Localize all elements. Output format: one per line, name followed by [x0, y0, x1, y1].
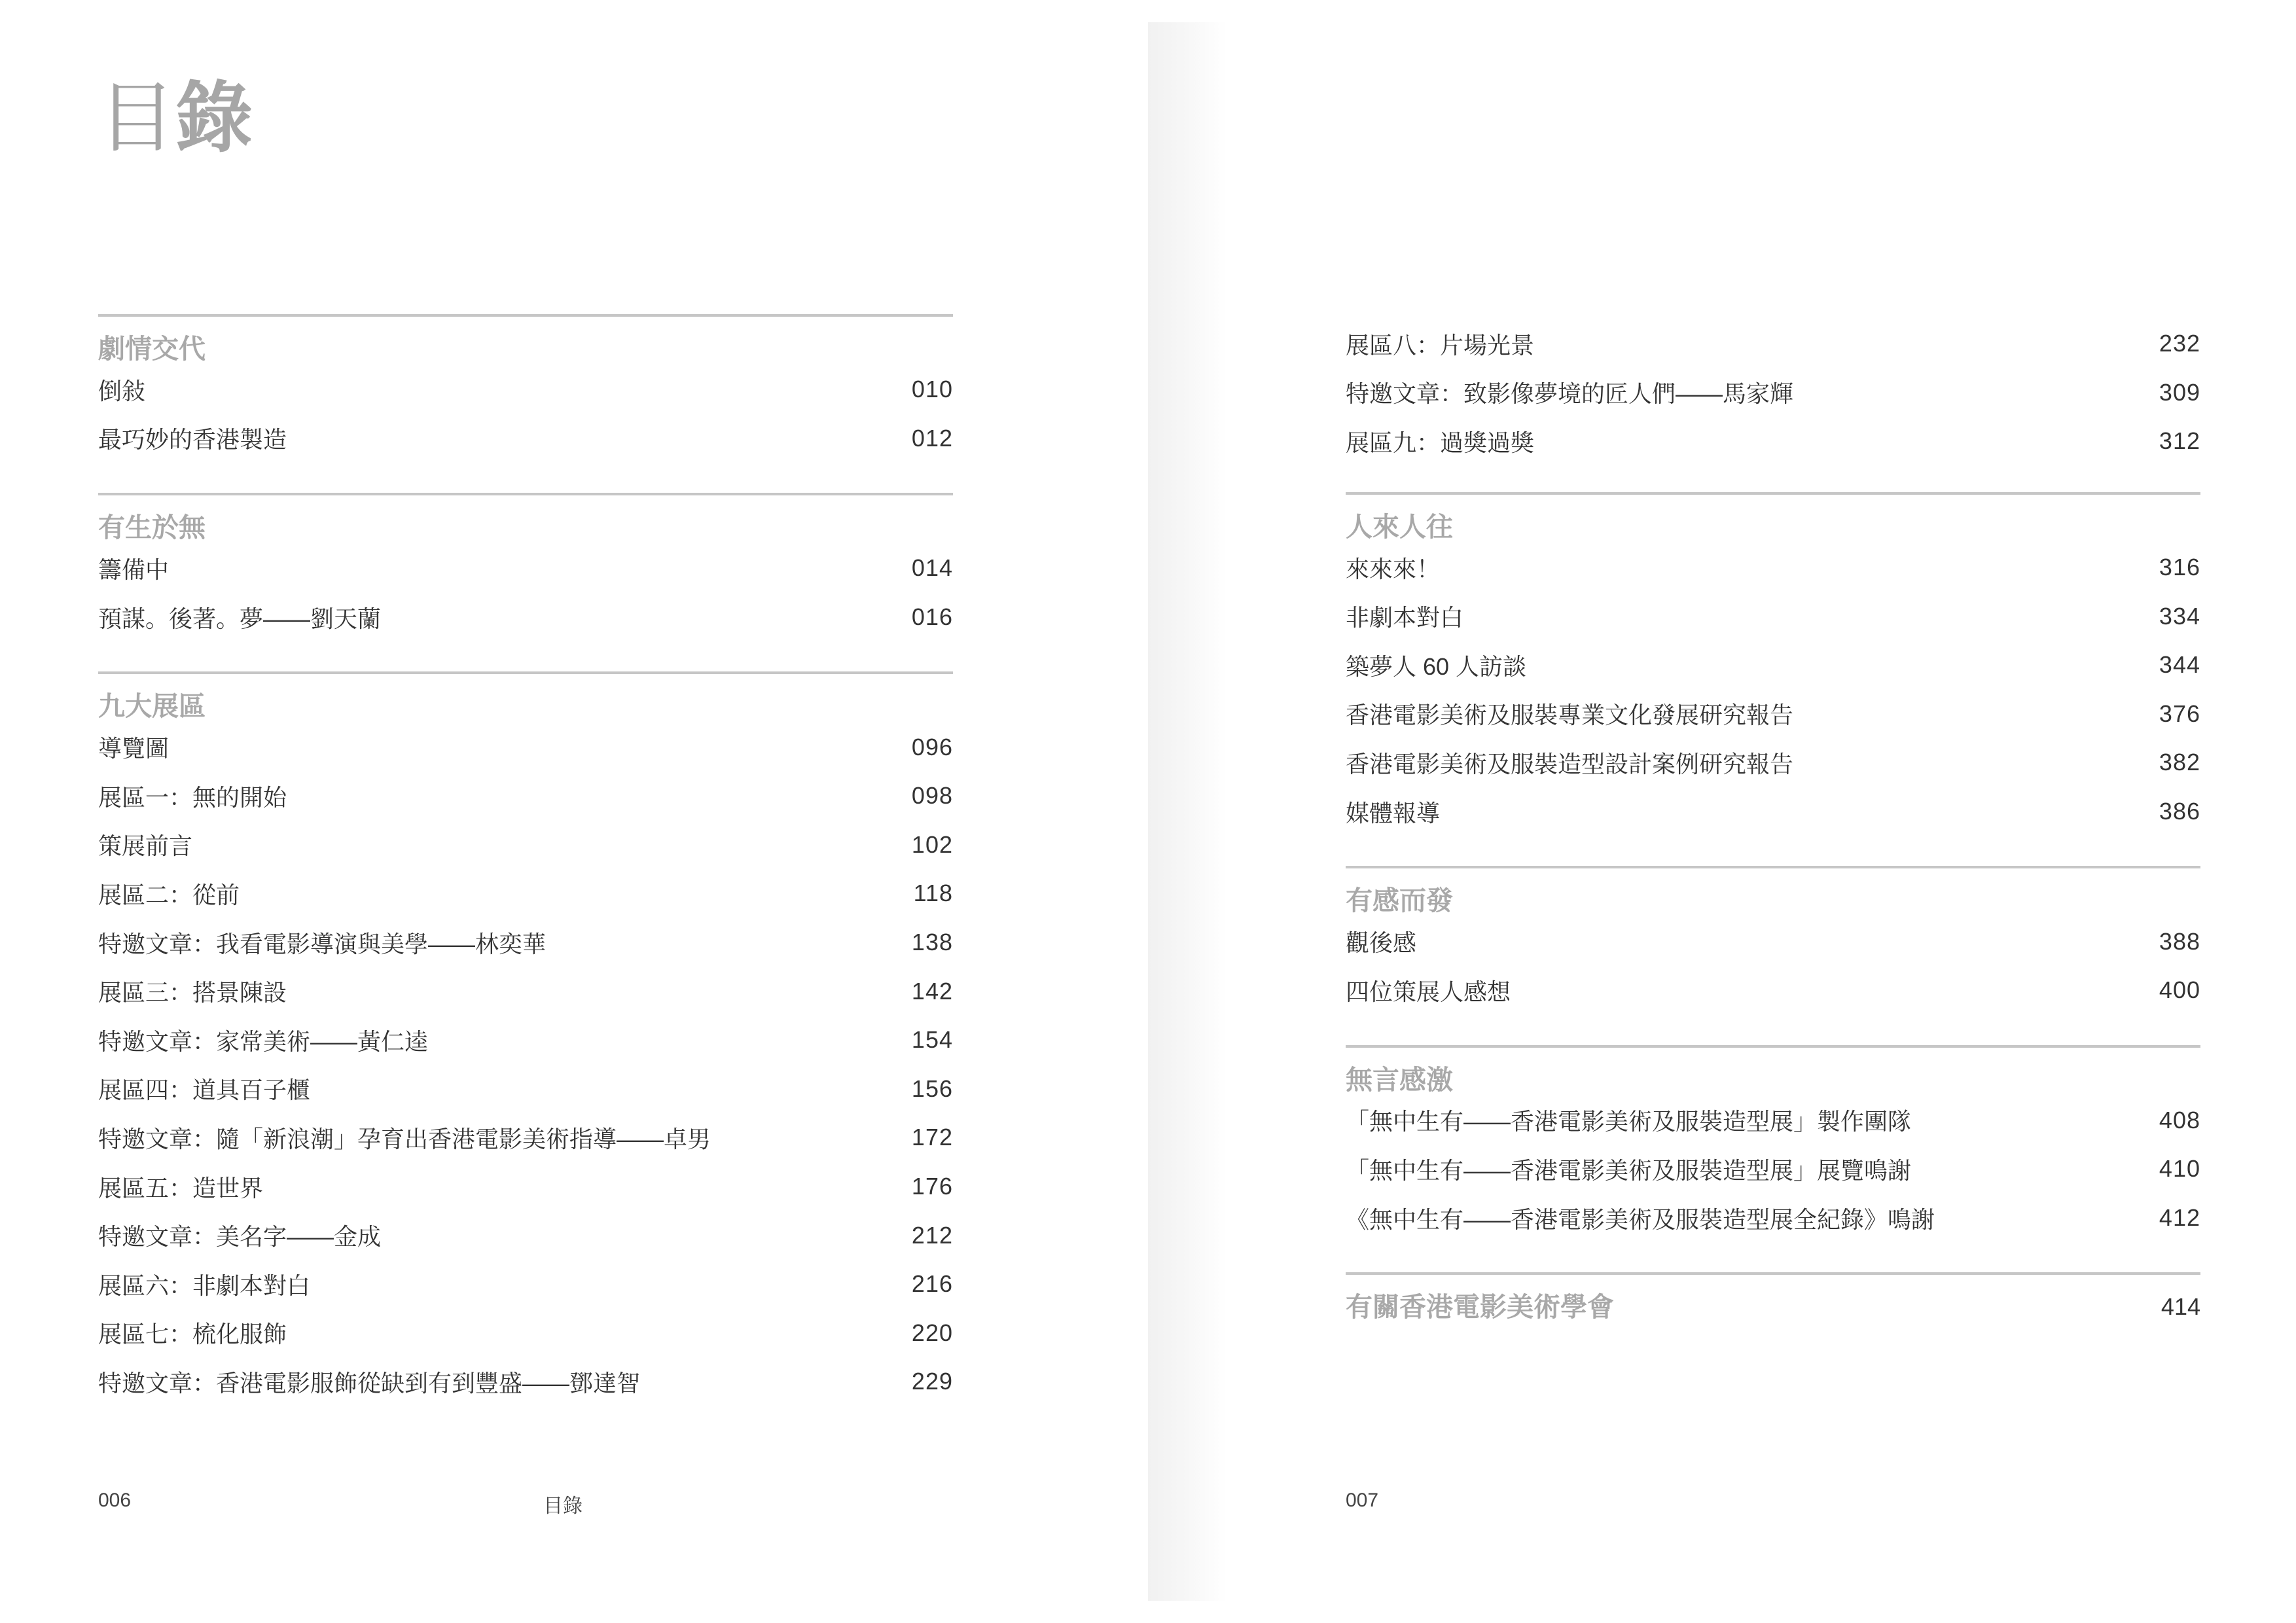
toc-entry-page: 229 [911, 1368, 953, 1395]
toc-entry[interactable] [1346, 917, 2200, 966]
toc-section [98, 493, 953, 641]
toc-entry-label: 展區九：過獎過獎 [1346, 429, 1535, 456]
toc-entry[interactable] [98, 593, 953, 642]
toc-entry-page: 316 [2159, 554, 2200, 581]
toc-entry-label: 預謀。後著。夢——劉天蘭 [98, 605, 382, 632]
toc-entry[interactable] [1346, 1096, 2200, 1145]
toc-entry[interactable] [98, 414, 953, 463]
toc-entry-label: 來來來！ [1346, 555, 1441, 582]
toc-continued-section [1346, 319, 2200, 466]
toc-entry-page: 142 [911, 977, 953, 1005]
toc-entry-page: 382 [2159, 749, 2200, 776]
toc-entry[interactable] [98, 1113, 953, 1162]
toc-entry-page: 172 [911, 1124, 953, 1151]
toc-entry-label: 籌備中 [98, 556, 170, 583]
section-title: 無言感激 [1346, 1064, 1453, 1095]
toc-entry-label: 展區三：搭景陳設 [98, 979, 287, 1007]
toc-entry-page: 216 [911, 1270, 953, 1298]
toc-entry-page: 408 [2159, 1106, 2200, 1133]
toc-entry-page: 212 [911, 1221, 953, 1249]
toc-entry-page: 386 [2159, 798, 2200, 825]
toc-entry[interactable] [1346, 641, 2200, 690]
toc-entry-page: 118 [913, 880, 953, 907]
toc-entry-label: 香港電影美術及服裝專業文化發展研究報告 [1346, 702, 1794, 729]
toc-left-column [98, 314, 953, 1436]
toc-entry-page: 400 [2159, 976, 2200, 1004]
toc-entry[interactable] [98, 869, 953, 918]
page-title-bold: 錄 [175, 75, 253, 162]
toc-entry-label: 「無中生有——香港電影美術及服裝造型展」展覽鳴謝 [1346, 1156, 1912, 1184]
toc-entry[interactable] [98, 967, 953, 1016]
toc-entry-page: 102 [911, 830, 953, 858]
toc-section [98, 314, 953, 463]
toc-entry-label: 媒體報導 [1346, 799, 1441, 827]
toc-entry-page: 012 [911, 424, 953, 452]
toc-entry[interactable] [1346, 787, 2200, 836]
toc-entry-label: 最巧妙的香港製造 [98, 426, 287, 454]
toc-right-column [1346, 319, 2200, 1353]
section-title: 有關香港電影美術學會 [1346, 1292, 1614, 1323]
toc-entry-label: 倒敍 [98, 377, 146, 404]
toc-entry[interactable] [1346, 966, 2200, 1015]
toc-entry-page: 312 [2159, 427, 2200, 455]
toc-entry[interactable] [1346, 543, 2200, 592]
toc-entry-label: 特邀文章：隨「新浪潮」孕育出香港電影美術指導——卓男 [98, 1125, 711, 1152]
toc-entry-page: 309 [2159, 378, 2200, 406]
toc-entry-page: 410 [2159, 1155, 2200, 1183]
section-title: 有感而發 [1346, 885, 1453, 916]
toc-entry[interactable] [1346, 319, 2200, 368]
toc-entry-page: 232 [2159, 330, 2200, 357]
toc-entry-label: 築夢人 60 人訪談 [1346, 652, 1527, 680]
toc-entry[interactable] [98, 544, 953, 593]
toc-entry-page: 156 [911, 1075, 953, 1102]
toc-entry-label: 「無中生有——香港電影美術及服裝造型展」製作團隊 [1346, 1108, 1912, 1135]
toc-entry[interactable] [98, 1065, 953, 1114]
toc-entry[interactable] [98, 365, 953, 414]
toc-entry-label: 特邀文章：香港電影服飾從缺到有到豐盛——鄧達智 [98, 1369, 641, 1397]
right-page [1148, 22, 2296, 1601]
toc-entry-label: 特邀文章：家常美術——黃仁逵 [98, 1027, 429, 1055]
toc-section [1346, 866, 2200, 1014]
section-title: 九大展區 [98, 691, 206, 722]
toc-section [1346, 1045, 2200, 1243]
toc-entry[interactable] [1346, 368, 2200, 418]
toc-entry-label: 導覽圖 [98, 735, 170, 762]
toc-entry[interactable] [98, 1260, 953, 1309]
toc-entry[interactable] [1346, 592, 2200, 641]
toc-entry[interactable] [1346, 738, 2200, 787]
toc-entry[interactable] [1346, 1194, 2200, 1243]
toc-entry-label: 香港電影美術及服裝造型設計案例研究報告 [1346, 750, 1794, 777]
toc-entry-label: 展區六：非劇本對白 [98, 1272, 311, 1299]
toc-entry-page: 138 [911, 929, 953, 956]
toc-entry-page: 388 [2159, 927, 2200, 955]
toc-entry-label: 展區八：片場光景 [1346, 331, 1535, 359]
toc-entry-page: 220 [911, 1319, 953, 1346]
footer-page-number: 006 [98, 1489, 132, 1511]
toc-entry-page: 016 [911, 603, 953, 631]
toc-entry[interactable] [98, 722, 953, 772]
toc-section [1346, 492, 2200, 836]
toc-entry-page: 014 [911, 554, 953, 582]
toc-entry-label: 非劇本對白 [1346, 604, 1464, 632]
toc-entry-page: 414 [2161, 1293, 2200, 1321]
toc-entry[interactable] [98, 1162, 953, 1211]
section-title: 人來人往 [1346, 511, 1453, 542]
toc-entry-label: 展區一：無的開始 [98, 783, 287, 811]
toc-entry-label: 展區二：從前 [98, 881, 240, 908]
toc-final-section [1346, 1272, 2200, 1323]
toc-entry-label: 策展前言 [98, 832, 193, 860]
toc-entry[interactable] [1346, 1291, 2200, 1323]
section-title: 劇情交代 [98, 334, 206, 364]
toc-entry[interactable] [1346, 417, 2200, 466]
toc-entry-label: 展區五：造世界 [98, 1174, 264, 1202]
toc-entry-label: 《無中生有——香港電影美術及服裝造型展全紀錄》鳴謝 [1346, 1205, 1935, 1233]
footer-page-number: 007 [1346, 1489, 1379, 1511]
toc-entry-label: 特邀文章：我看電影導演與美學——林奕華 [98, 930, 547, 957]
toc-entry-page: 344 [2159, 651, 2200, 679]
toc-entry[interactable] [98, 1357, 953, 1406]
toc-entry-label: 特邀文章：致影像夢境的匠人們——馬家輝 [1346, 380, 1794, 408]
toc-entry-label: 展區四：道具百子櫃 [98, 1077, 311, 1104]
page-title [98, 75, 253, 162]
toc-entry-label: 展區七：梳化服飾 [98, 1321, 287, 1348]
toc-entry-label: 四位策展人感想 [1346, 978, 1511, 1005]
toc-entry[interactable] [98, 772, 953, 821]
toc-entry-page: 154 [911, 1026, 953, 1054]
toc-entry-page: 096 [911, 733, 953, 760]
toc-entry-page: 412 [2159, 1204, 2200, 1232]
toc-entry[interactable] [1346, 690, 2200, 739]
section-title: 有生於無 [98, 512, 206, 543]
toc-entry[interactable] [98, 1211, 953, 1260]
toc-entry[interactable] [98, 918, 953, 967]
toc-entry-page: 376 [2159, 700, 2200, 727]
toc-entry[interactable] [98, 1016, 953, 1065]
page-title-light: 目 [98, 75, 176, 162]
toc-entry-page: 176 [911, 1173, 953, 1200]
toc-entry-page: 010 [911, 376, 953, 403]
toc-entry-page: 098 [911, 782, 953, 810]
toc-entry-page: 334 [2159, 602, 2200, 630]
toc-entry[interactable] [98, 821, 953, 870]
toc-entry-label: 觀後感 [1346, 929, 1417, 957]
toc-entry[interactable] [1346, 1145, 2200, 1194]
toc-entry[interactable] [98, 1309, 953, 1358]
footer-running-title: 目錄 [543, 1495, 583, 1517]
toc-entry-label: 特邀文章：美名字——金成 [98, 1223, 382, 1251]
toc-section [98, 671, 953, 1406]
